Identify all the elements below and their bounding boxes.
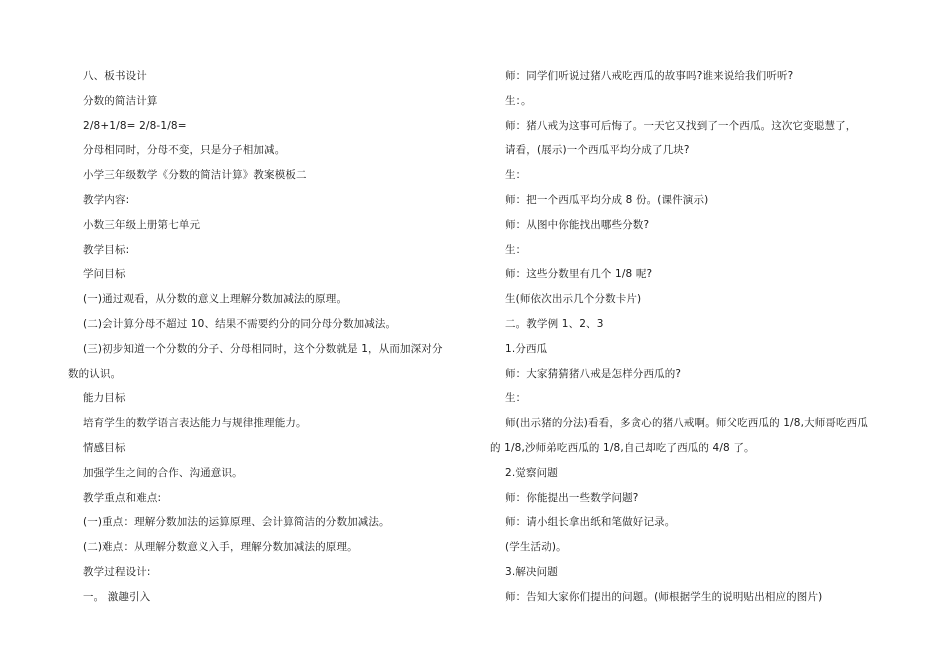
text-line: 生(师依次出示几个分数卡片): [505, 293, 642, 306]
text-line: 教学过程设计:: [83, 565, 151, 578]
text-line: 教学内容:: [83, 193, 130, 206]
text-line: 1.分西瓜: [505, 342, 548, 355]
text-line: (学生活动)。: [505, 541, 567, 554]
text-line: 师：同学们听说过猪八戒吃西瓜的故事吗?谁来说给我们听听?: [505, 70, 794, 82]
text-line: 加强学生之间的合作、沟通意识。: [83, 466, 243, 479]
right-column: [490, 64, 885, 610]
text-line: 生：。: [505, 94, 532, 107]
text-line: 师：猪八戒为这事可后悔了。一天它又找到了一个西瓜。这次它变聪慧了，: [505, 119, 857, 132]
text-line: 师：请小组长拿出纸和笔做好记录。: [505, 516, 676, 529]
text-line: 教学目标:: [83, 243, 130, 256]
text-line: 一。 激趣引入: [83, 590, 151, 603]
text-line: (一)通过观看，从分数的意义上理解分数加减法的原理。: [83, 293, 348, 306]
left-column: [68, 64, 468, 610]
text-line: 二。教学例 1、2、3: [505, 317, 604, 330]
text-line: 师：把一个西瓜平均分成 8 份。(课件演示): [505, 193, 709, 206]
text-line: (二)会计算分母不超过 10、结果不需要约分的同分母分数加减法。: [83, 317, 397, 330]
text-line: (三)初步知道一个分数的分子、分母相同时，这个分数就是 1，从而加深对分: [83, 342, 443, 355]
text-line: (二)难点：从理解分数意义入手，理解分数加减法的原理。: [83, 541, 358, 554]
text-line: 师：告知大家你们提出的问题。(师根据学生的说明贴出相应的图片): [505, 590, 823, 603]
text-line: 师：这些分数里有几个 1/8 呢?: [505, 268, 653, 281]
text-line: 师：从图中你能找出哪些分数?: [505, 218, 650, 231]
text-line: 生：: [505, 243, 527, 256]
text-line: 分数的简洁计算: [83, 94, 158, 107]
text-line: 培育学生的数学语言表达能力与规律推理能力。: [83, 417, 307, 430]
text-line: 情感目标: [83, 441, 126, 454]
text-line: 的 1/8,沙师弟吃西瓜的 1/8,自己却吃了西瓜的 4/8 了。: [490, 441, 755, 454]
text-line: 教学重点和难点:: [83, 491, 162, 504]
text-line: 2.觉察问题: [505, 466, 558, 479]
text-line: (一)重点：理解分数加法的运算原理、会计算简洁的分数加减法。: [83, 516, 390, 529]
text-line: 师(出示猪的分法)看看，多贪心的猪八戒啊。师父吃西瓜的 1/8,大师哥吃西瓜: [505, 417, 868, 430]
text-line: 3.解决问题: [505, 565, 558, 578]
text-line: 师：你能提出一些数学问题?: [505, 491, 639, 504]
text-line: 小数三年级上册第七单元: [83, 218, 201, 231]
text-line: 能力目标: [83, 392, 126, 405]
text-line: 数的认识。: [68, 367, 122, 380]
text-line: 小学三年级数学《分数的简洁计算》教案模板二: [83, 169, 307, 182]
text-line: 八、板书设计: [83, 70, 147, 82]
text-line: 学问目标: [83, 268, 126, 281]
text-line: 生：: [505, 169, 527, 182]
text-line: 请看，(展示)一个西瓜平均分成了几块?: [505, 144, 690, 157]
text-line: 师：大家猜猜猪八戒是怎样分西瓜的?: [505, 367, 682, 380]
text-line: 2/8+1/8= 2/8-1/8=: [83, 119, 187, 132]
text-line: 生：: [505, 392, 527, 405]
text-line: 分母相同时，分母不变，只是分子相加减。: [83, 144, 286, 157]
